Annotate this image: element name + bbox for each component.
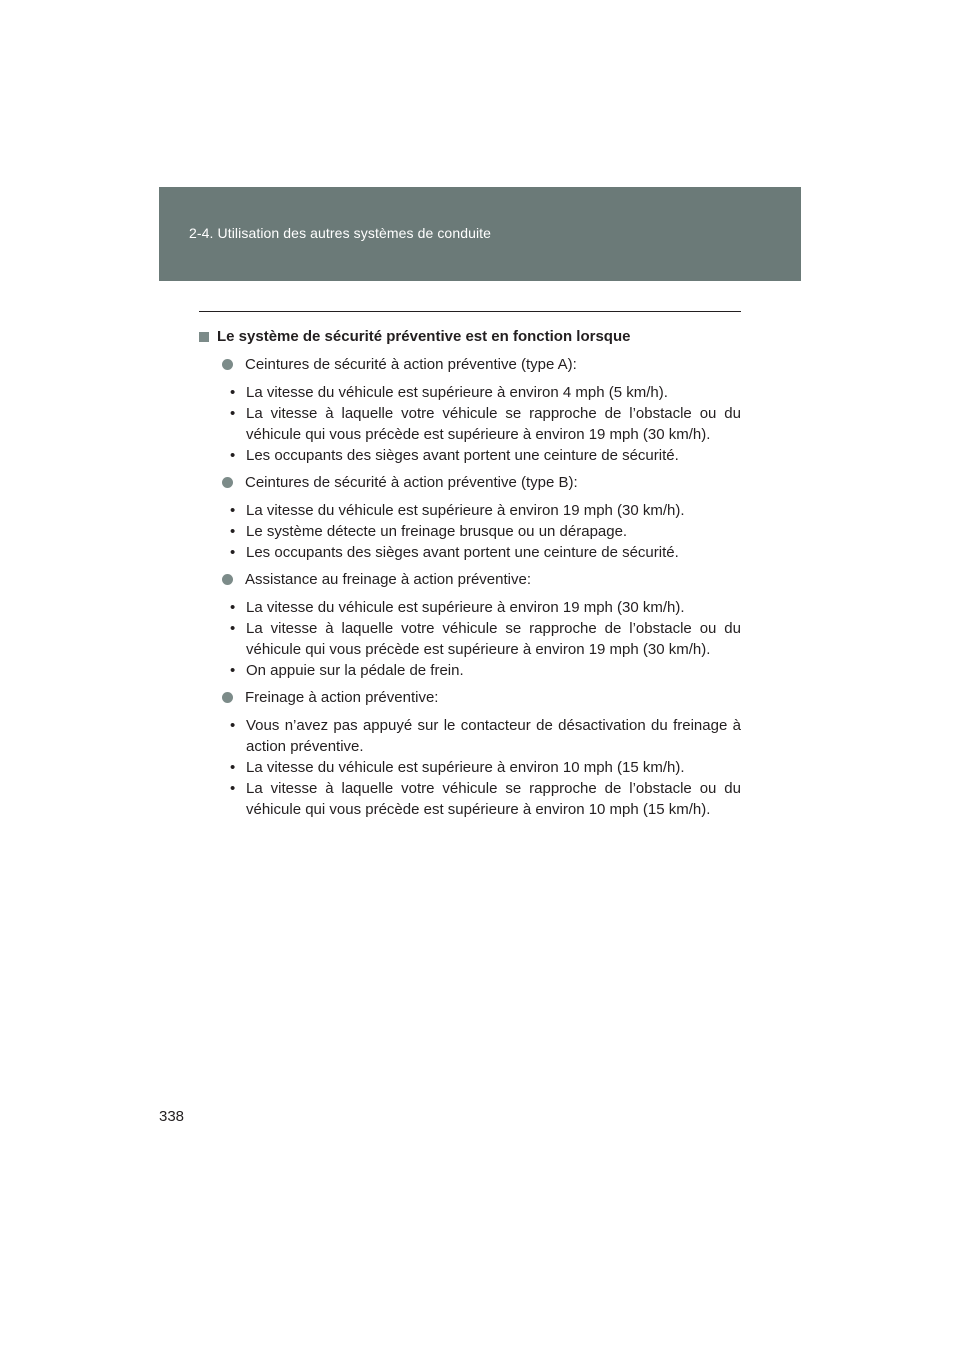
list-item-text: Les occupants des sièges avant portent une ceinture de sécurité. — [246, 544, 679, 561]
chapter-header-band — [159, 187, 801, 281]
bullet-dot-icon: • — [230, 523, 236, 540]
list-item-text: La vitesse à laquelle votre véhicule se rapproche de l’obstacle ou du véhicule qui vous précède est supérieure à environ 19 mph (30 km/h). — [246, 620, 741, 658]
bullet-dot-icon: • — [230, 599, 236, 616]
list-item — [199, 403, 741, 445]
header-divider — [199, 311, 741, 312]
list-item-text: Les occupants des sièges avant portent une ceinture de sécurité. — [246, 447, 679, 464]
bullet-dot-icon: • — [230, 544, 236, 561]
list-item-text: La vitesse à laquelle votre véhicule se rapproche de l’obstacle ou du véhicule qui vous précède est supérieure à environ 19 mph (30 km/h). — [246, 405, 741, 443]
bullet-dot-icon: • — [230, 405, 236, 422]
condition-list — [199, 597, 741, 681]
group-label — [198, 472, 741, 493]
list-item — [199, 500, 741, 521]
group-label — [198, 354, 741, 375]
group-label — [198, 687, 741, 708]
condition-group — [199, 569, 741, 681]
circle-bullet-icon — [222, 359, 233, 370]
circle-bullet-icon — [222, 692, 233, 703]
list-item — [199, 778, 741, 820]
condition-list — [199, 715, 741, 820]
list-item — [199, 445, 741, 466]
condition-group — [199, 687, 741, 820]
bullet-dot-icon: • — [230, 620, 236, 637]
list-item-text: La vitesse du véhicule est supérieure à environ 4 mph (5 km/h). — [246, 384, 668, 401]
circle-bullet-icon — [222, 574, 233, 585]
group-label-text: Assistance au freinage à action préventive: — [245, 571, 532, 588]
content-area — [199, 326, 741, 826]
condition-list — [199, 382, 741, 466]
bullet-dot-icon: • — [230, 502, 236, 519]
chapter-header-title: 2-4. Utilisation des autres systèmes de conduite — [189, 225, 492, 241]
list-item — [199, 715, 741, 757]
group-label — [198, 569, 741, 590]
list-item — [199, 618, 741, 660]
list-item-text: Vous n’avez pas appuyé sur le contacteur de désactivation du freinage à action préventive. — [246, 717, 741, 755]
list-item-text: Le système détecte un freinage brusque ou un dérapage. — [246, 523, 628, 540]
page-number: 338 — [159, 1108, 185, 1125]
list-item — [199, 757, 741, 778]
bullet-dot-icon: • — [230, 662, 236, 679]
condition-group — [199, 354, 741, 466]
bullet-dot-icon: • — [230, 717, 236, 734]
list-item-text: La vitesse du véhicule est supérieure à environ 19 mph (30 km/h). — [246, 599, 685, 616]
condition-group — [199, 472, 741, 563]
circle-bullet-icon — [222, 477, 233, 488]
list-item-text: La vitesse du véhicule est supérieure à environ 19 mph (30 km/h). — [246, 502, 685, 519]
list-item-text: La vitesse à laquelle votre véhicule se rapproche de l’obstacle ou du véhicule qui vous précède est supérieure à environ 10 mph (15 km/h). — [246, 780, 741, 818]
condition-list — [199, 500, 741, 563]
list-item — [199, 542, 741, 563]
section-title — [199, 326, 741, 347]
group-label-text: Ceintures de sécurité à action préventive (type B): — [245, 474, 578, 491]
bullet-dot-icon: • — [230, 447, 236, 464]
group-label-text: Ceintures de sécurité à action préventive (type A): — [245, 356, 577, 373]
list-item — [199, 521, 741, 542]
list-item-text: On appuie sur la pédale de frein. — [246, 662, 464, 679]
list-item — [199, 660, 741, 681]
list-item — [199, 382, 741, 403]
bullet-dot-icon: • — [230, 384, 236, 401]
square-bullet-icon — [199, 332, 209, 342]
list-item — [199, 597, 741, 618]
bullet-dot-icon: • — [230, 759, 236, 776]
section-title-text: Le système de sécurité préventive est en fonction lorsque — [217, 328, 631, 345]
list-item-text: La vitesse du véhicule est supérieure à environ 10 mph (15 km/h). — [246, 759, 685, 776]
group-label-text: Freinage à action préventive: — [245, 689, 439, 706]
bullet-dot-icon: • — [230, 780, 236, 797]
